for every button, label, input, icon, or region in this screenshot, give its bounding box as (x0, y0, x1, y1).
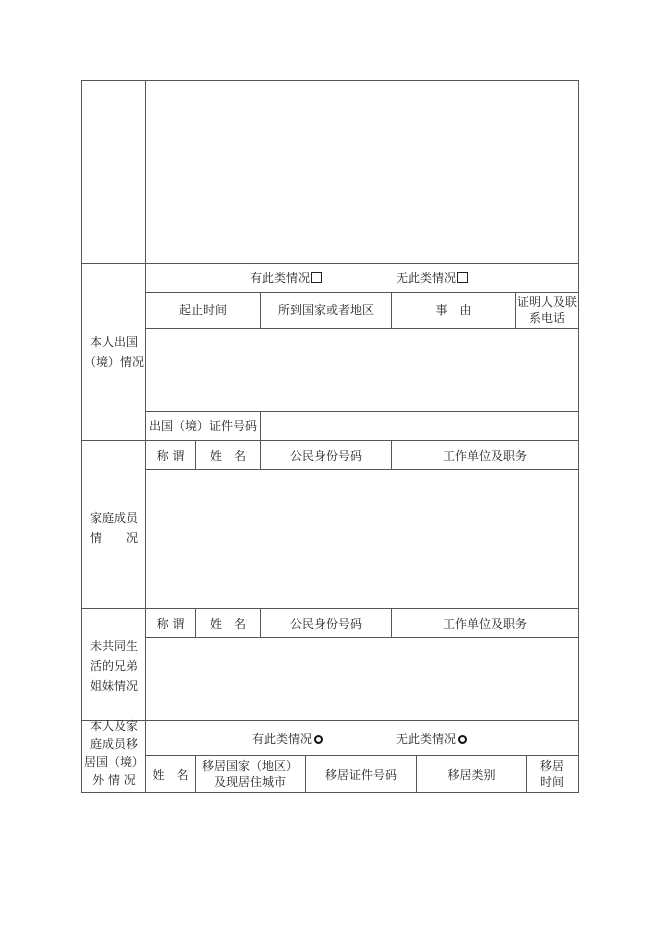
family-label-line1: 家庭成员 (89, 511, 138, 525)
table-border-top (81, 80, 579, 81)
emigration-label-line3: 居国（境） (83, 755, 144, 769)
siblings-label-line2: 活的兄弟 (89, 659, 138, 673)
table-border-right (578, 80, 579, 793)
header-emigration-country-city: 移居国家（地区）及现居住城市 (201, 759, 298, 789)
row-divider (145, 637, 579, 638)
section-divider (81, 608, 579, 609)
col-divider (526, 755, 527, 793)
none-option-label: 无此类情况 (396, 732, 457, 746)
passport-number-label: 出国（境）证件号码 (148, 419, 257, 433)
checkbox-icon[interactable] (457, 272, 468, 283)
header-name: 姓 名 (209, 449, 246, 463)
siblings-label-line3: 姐妹情况 (89, 679, 138, 693)
section-divider (81, 720, 579, 721)
radio-circle-icon[interactable] (314, 735, 323, 744)
family-label-line2: 情 况 (89, 531, 138, 545)
header-witness-phone: 证明人及联系电话 (517, 295, 578, 325)
row-divider (145, 755, 579, 756)
table-border-bottom (81, 792, 579, 793)
none-option-label: 无此类情况 (396, 271, 457, 285)
label-column-divider (145, 80, 146, 793)
header-id-number: 公民身份号码 (289, 449, 362, 463)
outbound-has-option[interactable] (250, 270, 322, 286)
section-divider (81, 440, 579, 441)
header-employer-position: 工作单位及职务 (442, 449, 527, 463)
checkbox-icon[interactable] (311, 272, 322, 283)
has-option-label: 有此类情况 (252, 732, 313, 746)
emigration-label-line2: 庭成员移 (89, 737, 138, 751)
has-option-label: 有此类情况 (250, 271, 311, 285)
row-divider (145, 292, 579, 293)
row-divider (145, 469, 579, 470)
emigration-label-line1: 本人及家 (89, 719, 138, 733)
radio-circle-icon[interactable] (458, 735, 467, 744)
emigration-label-line4: 外 情 况 (92, 773, 136, 787)
header-period: 起止时间 (178, 303, 227, 317)
header-id-number: 公民身份号码 (289, 617, 362, 631)
header-name: 姓 名 (152, 768, 189, 782)
header-emigration-document: 移居证件号码 (324, 768, 397, 782)
col-divider (515, 292, 516, 329)
outbound-section-label: 本人出国（境）情况 (84, 335, 145, 369)
outbound-none-option[interactable] (396, 270, 468, 286)
emigration-section-label (83, 717, 145, 789)
col-divider (195, 755, 196, 793)
header-emigration-time: 移居时间 (539, 759, 564, 789)
siblings-section-label (84, 636, 144, 696)
emigration-has-option[interactable] (252, 731, 323, 747)
header-name: 姓 名 (209, 617, 246, 631)
header-employer-position: 工作单位及职务 (442, 617, 527, 631)
header-destination: 所到国家或者地区 (277, 303, 374, 317)
header-relation: 称 谓 (156, 449, 185, 463)
section-divider (81, 263, 579, 264)
siblings-label-line1: 未共同生 (89, 639, 138, 653)
emigration-none-option[interactable] (396, 731, 467, 747)
header-emigration-type: 移居类别 (447, 768, 496, 782)
family-section-label (84, 508, 144, 548)
row-divider (145, 328, 579, 329)
passport-number-field[interactable] (261, 412, 578, 440)
header-reason: 事 由 (435, 303, 472, 317)
header-relation: 称 谓 (156, 617, 185, 631)
table-border-left (81, 80, 82, 793)
